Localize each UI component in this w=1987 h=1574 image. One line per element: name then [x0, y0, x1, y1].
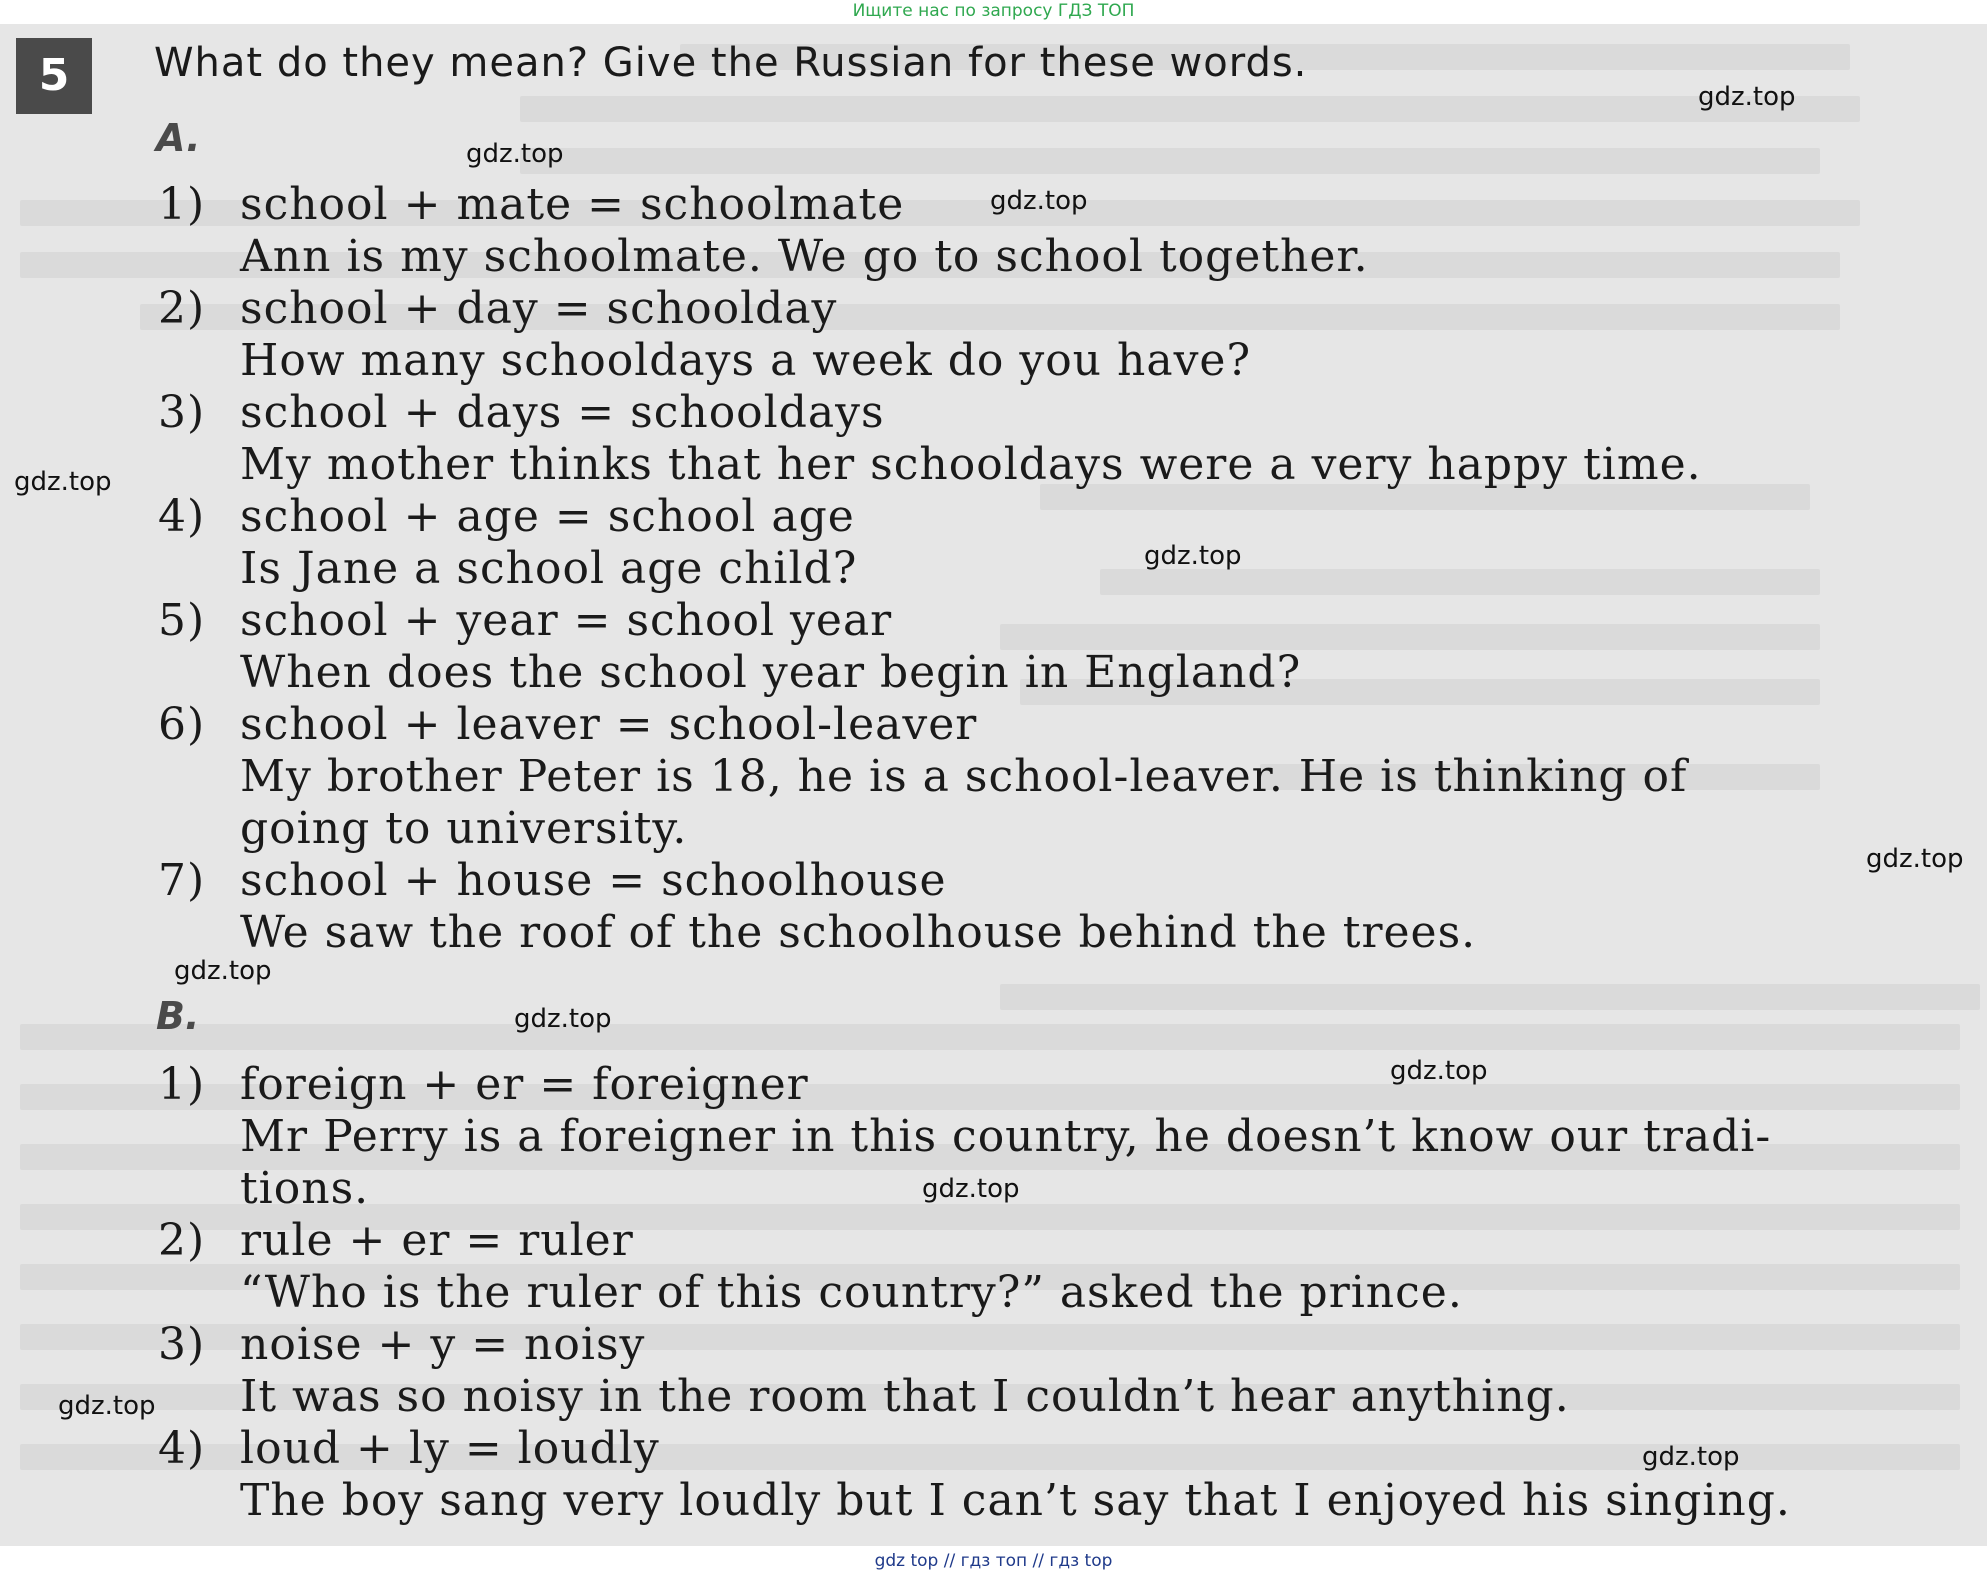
item-number: 5) [158, 595, 206, 646]
watermark: gdz.top [466, 139, 564, 169]
section-a-item-1-example: Ann is my schoolmate. We go to school together. [240, 231, 1369, 282]
section-a-item-7-example: We saw the roof of the schoolhouse behind the trees. [240, 907, 1477, 958]
section-b-item-3 [158, 1319, 645, 1370]
section-b-item-2 [158, 1215, 634, 1266]
word-formula: school + year = school year [240, 595, 893, 646]
section-a-label: A. [156, 116, 201, 160]
item-number: 7) [158, 855, 206, 906]
item-number: 2) [158, 1215, 206, 1266]
word-formula: school + leaver = school-leaver [240, 699, 978, 750]
watermark: gdz.top [1642, 1442, 1740, 1472]
watermark: gdz.top [1390, 1056, 1488, 1086]
section-b-item-2-example: “Who is the ruler of this country?” asked the prince. [240, 1267, 1463, 1318]
exercise-title: What do they mean? Give the Russian for these words. [154, 40, 1308, 86]
section-b-label: B. [156, 994, 200, 1038]
item-number: 3) [158, 1319, 206, 1370]
section-b-item-3-example: It was so noisy in the room that I couldn’t hear anything. [240, 1371, 1570, 1422]
item-number: 6) [158, 699, 206, 750]
section-a-item-7 [158, 855, 946, 906]
section-a-item-3 [158, 387, 885, 438]
item-number: 1) [158, 1059, 206, 1110]
watermark: gdz.top [922, 1174, 1020, 1204]
word-formula: foreign + er = foreigner [240, 1059, 809, 1110]
word-formula: school + days = schooldays [240, 387, 885, 438]
watermark: gdz.top [1144, 541, 1242, 571]
item-number: 1) [158, 179, 206, 230]
section-a-item-6-example: My brother Peter is 18, he is a school-leaver. He is thinking of [240, 751, 1688, 802]
bottom-banner[interactable]: gdz top // гдз топ // гдз top [874, 1551, 1113, 1571]
watermark: gdz.top [58, 1391, 156, 1421]
section-a-item-5 [158, 595, 892, 646]
word-formula: school + house = schoolhouse [240, 855, 947, 906]
section-a-item-1 [158, 179, 904, 230]
word-formula: noise + y = noisy [240, 1319, 646, 1370]
item-number: 3) [158, 387, 206, 438]
word-formula: school + day = schoolday [240, 283, 838, 334]
section-a-item-6 [158, 699, 977, 750]
item-number: 4) [158, 1423, 206, 1474]
section-a-item-4-example: Is Jane a school age child? [240, 543, 858, 594]
item-number: 4) [158, 491, 206, 542]
watermark: gdz.top [1866, 844, 1964, 874]
section-b-item-1-example: Mr Perry is a foreigner in this country, he doesn’t know our tradi- [240, 1111, 1772, 1162]
section-a-item-2 [158, 283, 837, 334]
word-formula: school + mate = schoolmate [240, 179, 905, 230]
watermark: gdz.top [174, 956, 272, 986]
section-a-item-3-example: My mother thinks that her schooldays were a very happy time. [240, 439, 1702, 490]
word-formula: loud + ly = loudly [240, 1423, 660, 1474]
section-a-item-5-example: When does the school year begin in England? [240, 647, 1302, 698]
watermark: gdz.top [1698, 82, 1796, 112]
section-b-item-4 [158, 1423, 660, 1474]
top-banner[interactable]: Ищите нас по запросу ГДЗ ТОП [852, 1, 1135, 21]
section-a-item-4 [158, 491, 855, 542]
watermark: gdz.top [990, 186, 1088, 216]
textbook-page [0, 24, 1987, 1546]
watermark: gdz.top [14, 467, 112, 497]
watermark: gdz.top [514, 1004, 612, 1034]
word-formula: rule + er = ruler [240, 1215, 634, 1266]
item-number: 2) [158, 283, 206, 334]
section-b-item-1-example-continued: tions. [240, 1163, 370, 1214]
section-a-item-6-example-continued: going to university. [240, 803, 688, 854]
section-b-item-4-example: The boy sang very loudly but I can’t say that I enjoyed his singing. [240, 1475, 1791, 1526]
exercise-number-badge: 5 [16, 38, 92, 114]
section-b-item-1 [158, 1059, 809, 1110]
section-a-item-2-example: How many schooldays a week do you have? [240, 335, 1252, 386]
word-formula: school + age = school age [240, 491, 855, 542]
